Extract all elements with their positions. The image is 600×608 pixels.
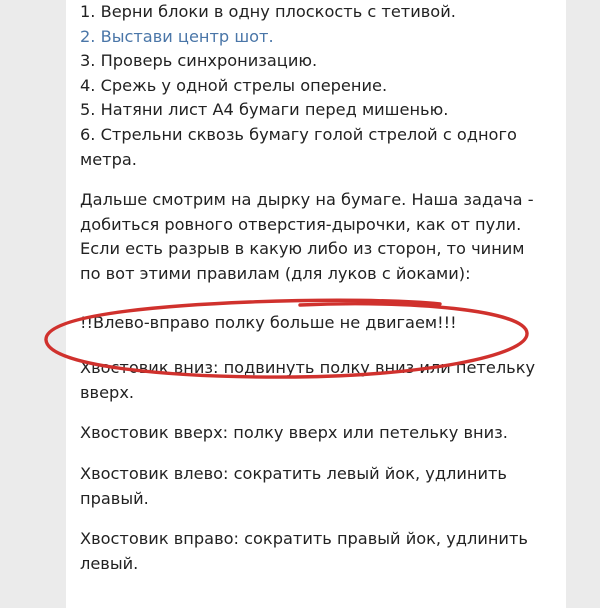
step-item[interactable] [80, 25, 550, 50]
intro-paragraph: Дальше смотрим на дырку на бумаге. Наша задача - добиться ровного отверстия-дырочки, как от пули. Если есть разрыв в какую либо из сторон, то чиним по вот этими правилам (для луков с йоками): [80, 190, 534, 283]
step-item [80, 74, 550, 99]
rule-paragraph: Хвостовик вправо: сократить правый йок, удлинить левый. [80, 529, 528, 573]
step-item [80, 0, 550, 25]
rule-paragraph: Хвостовик вниз: подвинуть полку вниз или петельку вверх. [80, 358, 536, 402]
step-link[interactable]: 2. Выстави центр шот. [80, 26, 274, 46]
step-text: 1. Верни блоки в одну плоскость с тетивой. [80, 2, 456, 21]
step-text: 4. Срежь у одной стрелы оперение. [80, 75, 388, 95]
steps-list [80, 0, 550, 172]
step-item [80, 123, 550, 172]
step-text: 3. Проверь синхронизацию. [80, 51, 318, 71]
step-item [80, 49, 550, 74]
step-item [80, 98, 550, 123]
step-text: 5. Натяни лист А4 бумаги перед мишенью. [80, 100, 449, 120]
step-text: 6. Стрельни сквозь бумагу голой стрелой с одного метра. [80, 124, 517, 169]
rule-paragraph: Хвостовик влево: сократить левый йок, удлинить правый. [80, 463, 507, 508]
warning-paragraph: !!Влево-вправо полку больше не двигаем!!! [80, 312, 457, 332]
rule-paragraph: Хвостовик вверх: полку вверх или петельку вниз. [80, 423, 508, 443]
post-content [80, 0, 550, 576]
